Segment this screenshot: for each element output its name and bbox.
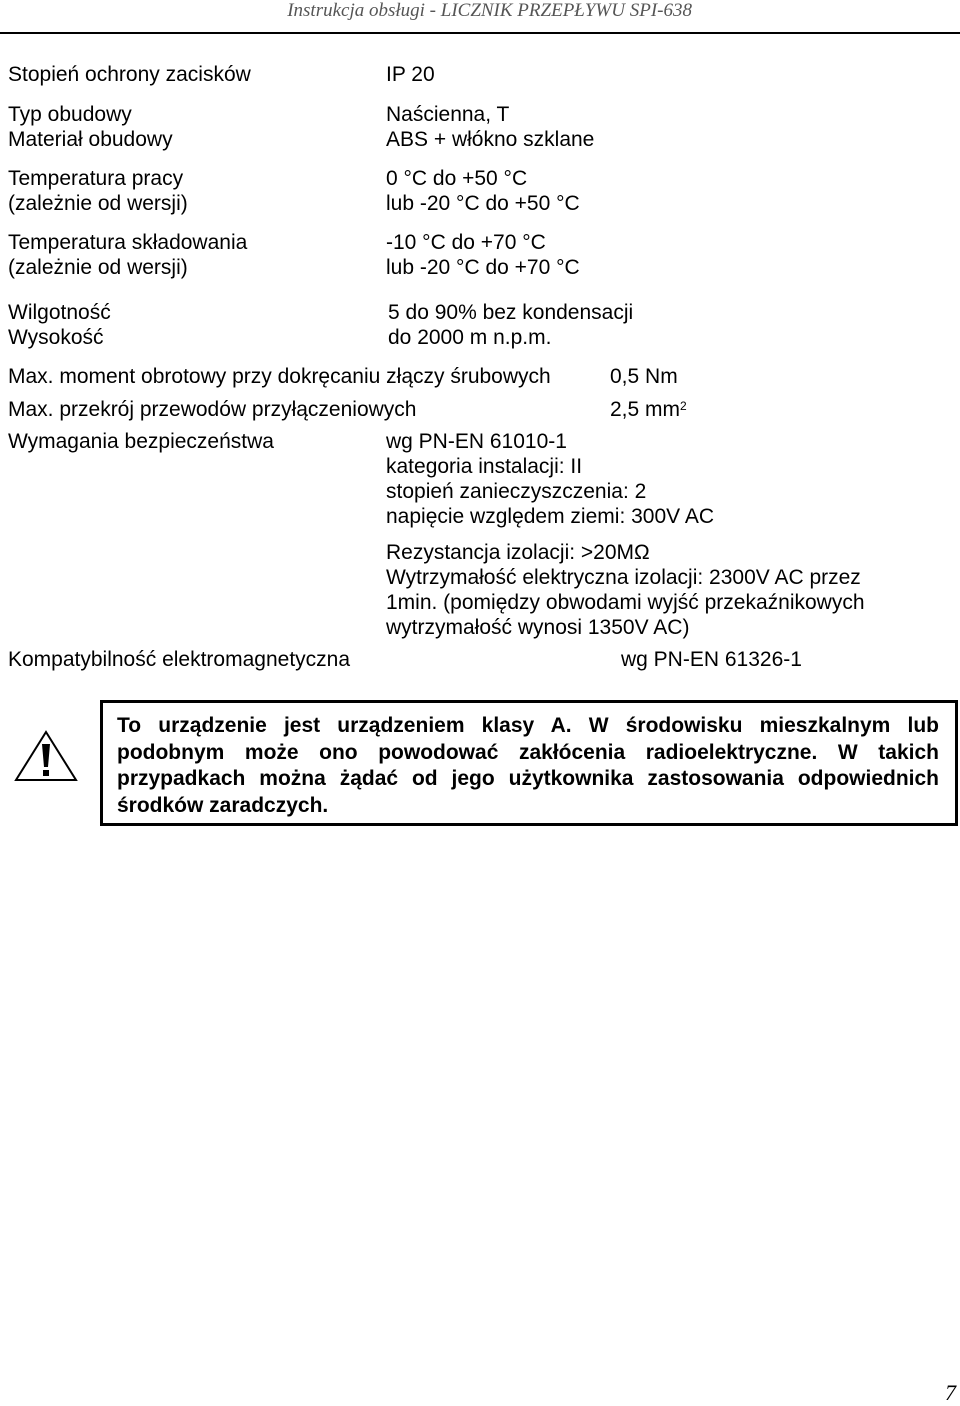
storage-temp-value-alt: lub -20 °C do +70 °C (386, 256, 580, 279)
humidity-label: Wilgotność (8, 301, 111, 324)
isolation-line: Wytrzymałość elektryczna izolacji: 2300V AC przez (386, 566, 861, 589)
page-header (0, 0, 960, 34)
warning-box (100, 700, 958, 826)
emc-value: wg PN-EN 61326-1 (621, 648, 802, 671)
emc-label: Kompatybilność elektromagnetyczna (8, 648, 351, 671)
op-temp-label: Temperatura pracy (8, 167, 184, 190)
storage-temp-note: (zależnie od wersji) (8, 256, 188, 279)
safety-label: Wymagania bezpieczeństwa (8, 430, 274, 453)
humidity-value: 5 do 90% bez kondensacji (388, 301, 634, 324)
protection-label: Stopień ochrony zacisków (8, 63, 251, 86)
isolation-line: Rezystancja izolacji: >20MΩ (386, 541, 650, 564)
isolation-line: 1min. (pomiędzy obwodami wyjść przekaźnikowych (386, 591, 865, 614)
torque-value: 0,5 Nm (610, 365, 678, 388)
storage-temp-label: Temperatura składowania (8, 231, 248, 254)
torque-label: Max. moment obrotowy przy dokręcaniu złączy śrubowych (8, 365, 551, 388)
protection-value: IP 20 (386, 63, 435, 86)
op-temp-value-alt: lub -20 °C do +50 °C (386, 192, 580, 215)
housing-type-value: Naścienna, T (386, 103, 510, 126)
cross-section-value: 2,5 $mm^2$ (610, 398, 687, 421)
isolation-line: wytrzymałość wynosi 1350V AC) (386, 616, 690, 639)
safety-line: napięcie względem ziemi: 300V AC (386, 505, 715, 528)
storage-temp-value: -10 °C do +70 °C (386, 231, 546, 254)
op-temp-value: 0 °C do +50 °C (386, 167, 528, 190)
cross-section-exponent: 2 (680, 399, 687, 413)
warning-triangle-icon (14, 730, 78, 782)
page-number: 7 (945, 1380, 956, 1405)
op-temp-note: (zależnie od wersji) (8, 192, 188, 215)
header-title: Instrukcja obsługi - LICZNIK PRZEPŁYWU SPI-638 (287, 0, 692, 21)
safety-line: stopień zanieczyszczenia: 2 (386, 480, 647, 503)
altitude-value: do 2000 m n.p.m. (388, 326, 552, 349)
housing-type-label: Typ obudowy (8, 103, 132, 126)
housing-material-value: ABS + włókno szklane (386, 128, 595, 151)
housing-material-label: Materiał obudowy (8, 128, 173, 151)
altitude-label: Wysokość (8, 326, 104, 349)
warning-text: To urządzenie jest urządzeniem klasy A. W środowisku mieszkalnym lub podobnym może ono powodować zakłócenia radioelektryczne. W takich przypadkach można żądać od jego użytkownika zastosowania odpowiednich środków zaradczych. (117, 714, 939, 817)
safety-line: wg PN-EN 61010-1 (386, 430, 567, 453)
safety-line: kategoria instalacji: II (386, 455, 583, 478)
cross-section-label: Max. przekrój przewodów przyłączeniowych (8, 398, 417, 421)
